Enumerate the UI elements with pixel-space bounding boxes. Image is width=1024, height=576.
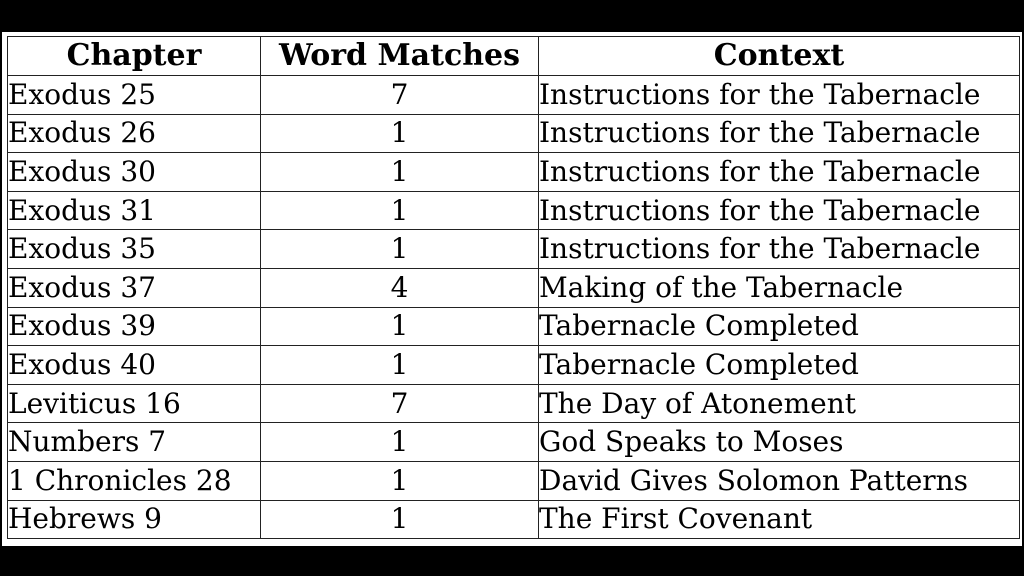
chapter-cell: Hebrews 9: [8, 500, 261, 539]
table-header-row: [8, 37, 1020, 76]
context-cell: Instructions for the Tabernacle: [539, 191, 1020, 230]
chapter-cell: Exodus 31: [8, 191, 261, 230]
table-row: [8, 307, 1020, 346]
table-row: [8, 423, 1020, 462]
context-cell: Tabernacle Completed: [539, 346, 1020, 385]
table-frame: [2, 32, 1022, 546]
context-cell: The Day of Atonement: [539, 384, 1020, 423]
table-row: [8, 191, 1020, 230]
context-cell: David Gives Solomon Patterns: [539, 461, 1020, 500]
matches-cell: 1: [261, 423, 539, 462]
matches-cell: 1: [261, 230, 539, 269]
matches-cell: 1: [261, 461, 539, 500]
chapter-cell: Numbers 7: [8, 423, 261, 462]
matches-cell: 1: [261, 191, 539, 230]
chapter-cell: Exodus 39: [8, 307, 261, 346]
context-cell: Instructions for the Tabernacle: [539, 76, 1020, 115]
header-word-matches: Word Matches: [261, 37, 539, 76]
chapter-matches-table: [7, 36, 1020, 539]
matches-cell: 1: [261, 114, 539, 153]
chapter-cell: Exodus 30: [8, 153, 261, 192]
context-cell: Tabernacle Completed: [539, 307, 1020, 346]
matches-cell: 7: [261, 76, 539, 115]
table-row: [8, 76, 1020, 115]
chapter-cell: Exodus 25: [8, 76, 261, 115]
table-row: [8, 384, 1020, 423]
table-row: [8, 268, 1020, 307]
table-row: [8, 500, 1020, 539]
header-context: Context: [539, 37, 1020, 76]
context-cell: The First Covenant: [539, 500, 1020, 539]
chapter-cell: 1 Chronicles 28: [8, 461, 261, 500]
chapter-cell: Exodus 40: [8, 346, 261, 385]
matches-cell: 7: [261, 384, 539, 423]
chapter-cell: Exodus 37: [8, 268, 261, 307]
table-row: [8, 346, 1020, 385]
context-cell: Making of the Tabernacle: [539, 268, 1020, 307]
matches-cell: 1: [261, 153, 539, 192]
header-chapter: Chapter: [8, 37, 261, 76]
matches-cell: 1: [261, 500, 539, 539]
chapter-cell: Exodus 26: [8, 114, 261, 153]
table-body: [8, 76, 1020, 539]
context-cell: Instructions for the Tabernacle: [539, 153, 1020, 192]
matches-cell: 1: [261, 346, 539, 385]
table-row: [8, 230, 1020, 269]
table-row: [8, 461, 1020, 500]
chapter-cell: Leviticus 16: [8, 384, 261, 423]
context-cell: Instructions for the Tabernacle: [539, 114, 1020, 153]
matches-cell: 1: [261, 307, 539, 346]
matches-cell: 4: [261, 268, 539, 307]
context-cell: God Speaks to Moses: [539, 423, 1020, 462]
context-cell: Instructions for the Tabernacle: [539, 230, 1020, 269]
chapter-cell: Exodus 35: [8, 230, 261, 269]
table-row: [8, 114, 1020, 153]
table-row: [8, 153, 1020, 192]
